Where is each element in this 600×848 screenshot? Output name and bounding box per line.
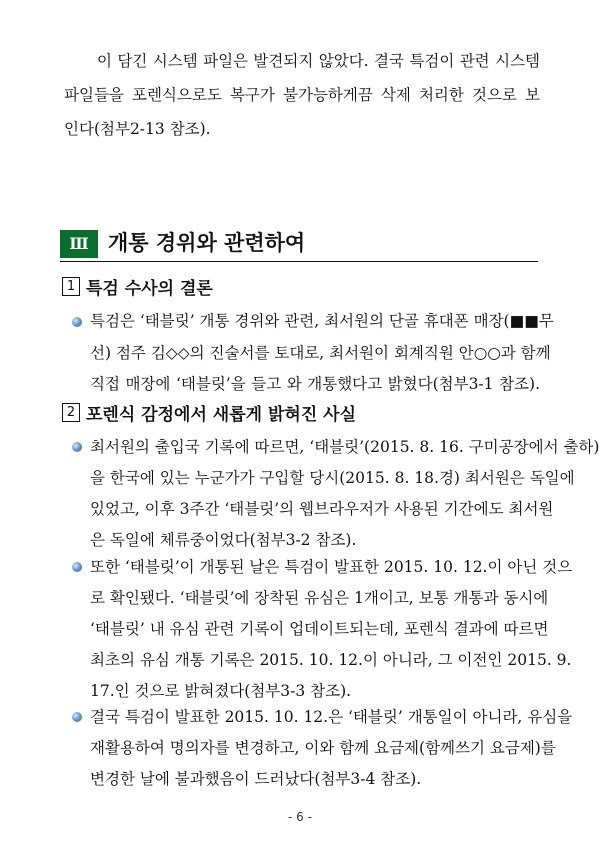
bullet-line: 최서원의 출입국 기록에 따르면, ‘태블릿’(2015. 8. 16. 구미공장에서 출하) [90, 438, 600, 456]
intro-line: 인다(첨부2-13 참조). [64, 120, 211, 138]
bullet-line: 은 독일에 체류중이었다(첨부3-2 참조). [90, 531, 357, 549]
bullet-icon [72, 442, 82, 452]
intro-line: 이 담긴 시스템 파일은 발견되지 않았다. 결국 특검이 관련 시스템 [97, 52, 540, 70]
subsection-title: 특검 수사의 결론 [86, 279, 213, 299]
bullet-line: 또한 ‘태블릿’이 개통된 날은 특검이 발표한 2015. 10. 12.이 아닌 것으 [90, 558, 573, 576]
subsection-number-box: 1 [62, 277, 80, 296]
bullet-icon [72, 712, 82, 722]
bullet-line: 변경한 날에 불과했음이 드러났다(첨부3-4 참조). [90, 770, 422, 788]
section-underline [60, 261, 538, 262]
bullet-line: 로 확인됐다. ‘태블릿’에 장착된 유심은 1개이고, 보통 개통과 동시에 [90, 589, 549, 607]
bullet-line: 결국 특검이 발표한 2015. 10. 12.은 ‘태블릿’ 개통일이 아니라, 유심을 [90, 708, 573, 726]
bullet-line: 재활용하여 명의자를 변경하고, 이와 함께 요금제(함께쓰기 요금제)를 [90, 739, 556, 757]
subsection-heading [62, 274, 213, 299]
bullet-line: 특검은 ‘태블릿’ 개통 경위와 관련, 최서원의 단골 휴대폰 매장(■■무 [90, 312, 554, 330]
bullet-line: 있었고, 이후 3주간 ‘태블릿’의 웹브라우저가 사용된 기간에도 최서원 [90, 500, 554, 518]
bullet-line: 최초의 유심 개통 기록은 2015. 10. 12.이 아니라, 그 이전인 2015. 9. [90, 651, 572, 669]
bullet-line: ‘태블릿’ 내 유심 관련 기록이 업데이트되는데, 포렌식 결과에 따르면 [90, 620, 549, 638]
bullet-line: 을 한국에 있는 누군가가 구입할 당시(2015. 8. 18.경) 최서원은 독일에 [90, 469, 575, 487]
bullet-line: 17.인 것으로 밝혀졌다(첨부3-3 참조). [90, 682, 352, 700]
bullet-icon [72, 317, 82, 327]
subsection-title: 포렌식 감정에서 새롭게 밝혀진 사실 [86, 405, 357, 425]
bullet-icon [72, 562, 82, 572]
section-title: 개통 경위와 관련하여 [108, 231, 306, 255]
bullet-line: 직접 매장에 ‘태블릿’을 들고 와 개통했다고 밝혔다(첨부3-1 참조). [90, 375, 540, 393]
section-number-badge: Ⅲ [60, 230, 98, 258]
page-number: - 6 - [288, 810, 312, 824]
intro-line: 파일들을 포렌식으로도 복구가 불가능하게끔 삭제 처리한 것으로 보 [64, 86, 540, 104]
section-heading [60, 226, 538, 262]
bullet-line: 선) 점주 김◇◇의 진술서를 토대로, 최서원이 회계직원 안○○과 함께 [90, 344, 551, 362]
subsection-heading [62, 400, 356, 425]
subsection-number-box: 2 [62, 403, 80, 422]
